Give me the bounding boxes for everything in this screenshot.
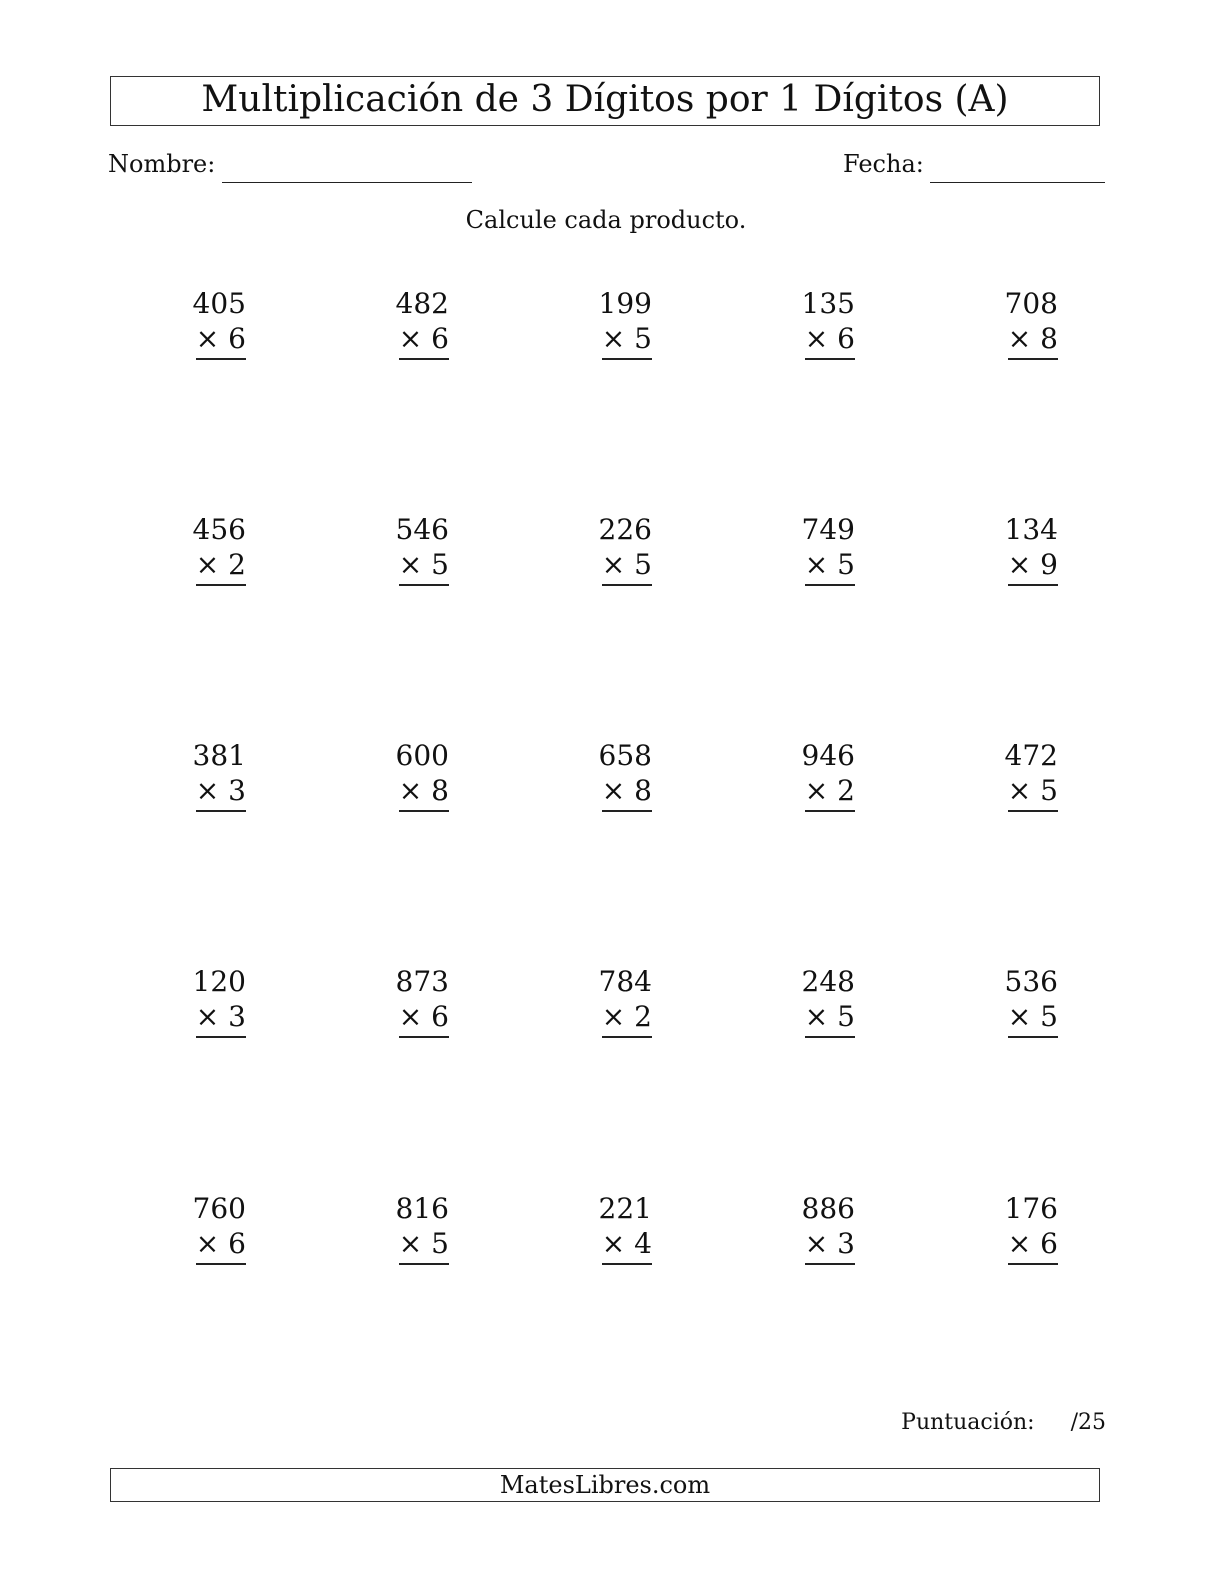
multiplier-row [574,773,654,808]
multiplier-row [574,1226,654,1261]
multiplier-row [168,547,248,582]
footer-site-name: MatesLibres.com [110,1468,1100,1502]
multiplier: 2 [228,548,246,581]
answer-line [1008,810,1058,812]
problem-14 [777,738,857,812]
answer-line [602,1263,652,1265]
answer-line [602,358,652,360]
multiplicand: 784 [598,965,652,998]
answer-line [1008,584,1058,586]
times-symbol: × [398,1227,423,1260]
multiplier: 5 [837,1000,855,1033]
answer-line [805,810,855,812]
multiplier: 8 [1040,322,1058,355]
answer-line [602,584,652,586]
multiplicand: 456 [192,513,246,546]
multiplicand: 226 [598,513,652,546]
multiplier: 8 [634,774,652,807]
problem-11 [168,738,248,812]
multiplier: 2 [837,774,855,807]
multiplicand: 120 [192,965,246,998]
multiplier-row [777,547,857,582]
multiplier: 6 [837,322,855,355]
multiplier: 5 [1040,774,1058,807]
multiplier-row [980,999,1060,1034]
problem-7 [371,512,451,586]
multiplier: 5 [634,322,652,355]
times-symbol: × [804,774,829,807]
problem-17 [371,964,451,1038]
multiplier: 6 [1040,1227,1058,1260]
problem-2 [371,286,451,360]
multiplicand: 600 [395,739,449,772]
times-symbol: × [398,322,423,355]
multiplicand: 708 [1004,287,1058,320]
multiplier-row [777,321,857,356]
answer-line [805,1263,855,1265]
multiplicand: 381 [192,739,246,772]
times-symbol: × [1007,322,1032,355]
problem-23 [574,1191,654,1265]
times-symbol: × [398,1000,423,1033]
multiplier: 3 [228,774,246,807]
page-title: Multiplicación de 3 Dígitos por 1 Dígitos (A) [110,76,1100,126]
times-symbol: × [601,548,626,581]
multiplicand: 886 [801,1192,855,1225]
multiplicand: 760 [192,1192,246,1225]
answer-line [805,1036,855,1038]
answer-line [399,1263,449,1265]
multiplier-row [777,773,857,808]
problem-22 [371,1191,451,1265]
multiplicand: 546 [395,513,449,546]
times-symbol: × [601,322,626,355]
score-label: Puntuación: [901,1410,1035,1435]
multiplicand: 749 [801,513,855,546]
multiplier: 5 [634,548,652,581]
multiplier: 3 [837,1227,855,1260]
multiplier-row [168,773,248,808]
multiplicand: 873 [395,965,449,998]
multiplicand: 482 [395,287,449,320]
times-symbol: × [804,322,829,355]
answer-line [196,1036,246,1038]
multiplier-row [777,999,857,1034]
answer-line [196,358,246,360]
times-symbol: × [195,1227,220,1260]
times-symbol: × [1007,774,1032,807]
problem-20 [980,964,1060,1038]
multiplier-row [574,999,654,1034]
problem-8 [574,512,654,586]
times-symbol: × [601,1000,626,1033]
multiplicand: 536 [1004,965,1058,998]
answer-line [1008,358,1058,360]
answer-line [805,358,855,360]
multiplier-row [371,999,451,1034]
multiplier-row [777,1226,857,1261]
multiplier: 6 [431,322,449,355]
multiplier: 6 [431,1000,449,1033]
multiplicand: 221 [598,1192,652,1225]
problem-10 [980,512,1060,586]
multiplier-row [371,773,451,808]
problem-1 [168,286,248,360]
multiplier: 5 [431,548,449,581]
problem-4 [777,286,857,360]
times-symbol: × [195,322,220,355]
multiplicand: 946 [801,739,855,772]
answer-line [805,584,855,586]
multiplicand: 135 [801,287,855,320]
multiplier: 5 [431,1227,449,1260]
multiplicand: 134 [1004,513,1058,546]
times-symbol: × [804,548,829,581]
multiplicand: 816 [395,1192,449,1225]
multiplier-row [371,1226,451,1261]
times-symbol: × [195,548,220,581]
times-symbol: × [804,1227,829,1260]
multiplier-row [980,1226,1060,1261]
problem-9 [777,512,857,586]
times-symbol: × [195,1000,220,1033]
times-symbol: × [398,548,423,581]
times-symbol: × [1007,1227,1032,1260]
multiplier-row [574,321,654,356]
multiplicand: 405 [192,287,246,320]
problem-16 [168,964,248,1038]
multiplier: 2 [634,1000,652,1033]
multiplier-row [980,321,1060,356]
times-symbol: × [804,1000,829,1033]
multiplier: 6 [228,1227,246,1260]
times-symbol: × [1007,548,1032,581]
answer-line [196,584,246,586]
answer-line [399,358,449,360]
problem-24 [777,1191,857,1265]
multiplier-row [980,547,1060,582]
answer-line [399,1036,449,1038]
answer-line [399,584,449,586]
problem-3 [574,286,654,360]
multiplicand: 248 [801,965,855,998]
multiplier: 5 [837,548,855,581]
date-label: Fecha: [843,150,924,178]
problem-6 [168,512,248,586]
multiplier-row [168,999,248,1034]
multiplicand: 199 [598,287,652,320]
multiplier-row [371,547,451,582]
problem-5 [980,286,1060,360]
times-symbol: × [195,774,220,807]
problem-15 [980,738,1060,812]
multiplier-row [980,773,1060,808]
multiplier: 9 [1040,548,1058,581]
multiplier-row [371,321,451,356]
answer-line [602,1036,652,1038]
times-symbol: × [398,774,423,807]
answer-line [1008,1036,1058,1038]
problem-25 [980,1191,1060,1265]
answer-line [399,810,449,812]
name-label: Nombre: [108,150,216,178]
problem-12 [371,738,451,812]
name-field[interactable] [222,182,472,183]
multiplicand: 658 [598,739,652,772]
score-total: /25 [1070,1410,1106,1435]
instructions: Calcule cada producto. [465,206,747,234]
multiplier: 3 [228,1000,246,1033]
multiplicand: 472 [1004,739,1058,772]
answer-line [196,1263,246,1265]
multiplier-row [168,321,248,356]
answer-line [602,810,652,812]
answer-line [1008,1263,1058,1265]
times-symbol: × [601,774,626,807]
problem-13 [574,738,654,812]
problem-19 [777,964,857,1038]
multiplier: 5 [1040,1000,1058,1033]
problem-21 [168,1191,248,1265]
multiplier: 8 [431,774,449,807]
date-field[interactable] [930,182,1105,183]
multiplicand: 176 [1004,1192,1058,1225]
times-symbol: × [601,1227,626,1260]
times-symbol: × [1007,1000,1032,1033]
score [901,1408,1106,1438]
answer-line [196,810,246,812]
multiplier: 6 [228,322,246,355]
multiplier-row [574,547,654,582]
multiplier-row [168,1226,248,1261]
problem-18 [574,964,654,1038]
multiplier: 4 [634,1227,652,1260]
